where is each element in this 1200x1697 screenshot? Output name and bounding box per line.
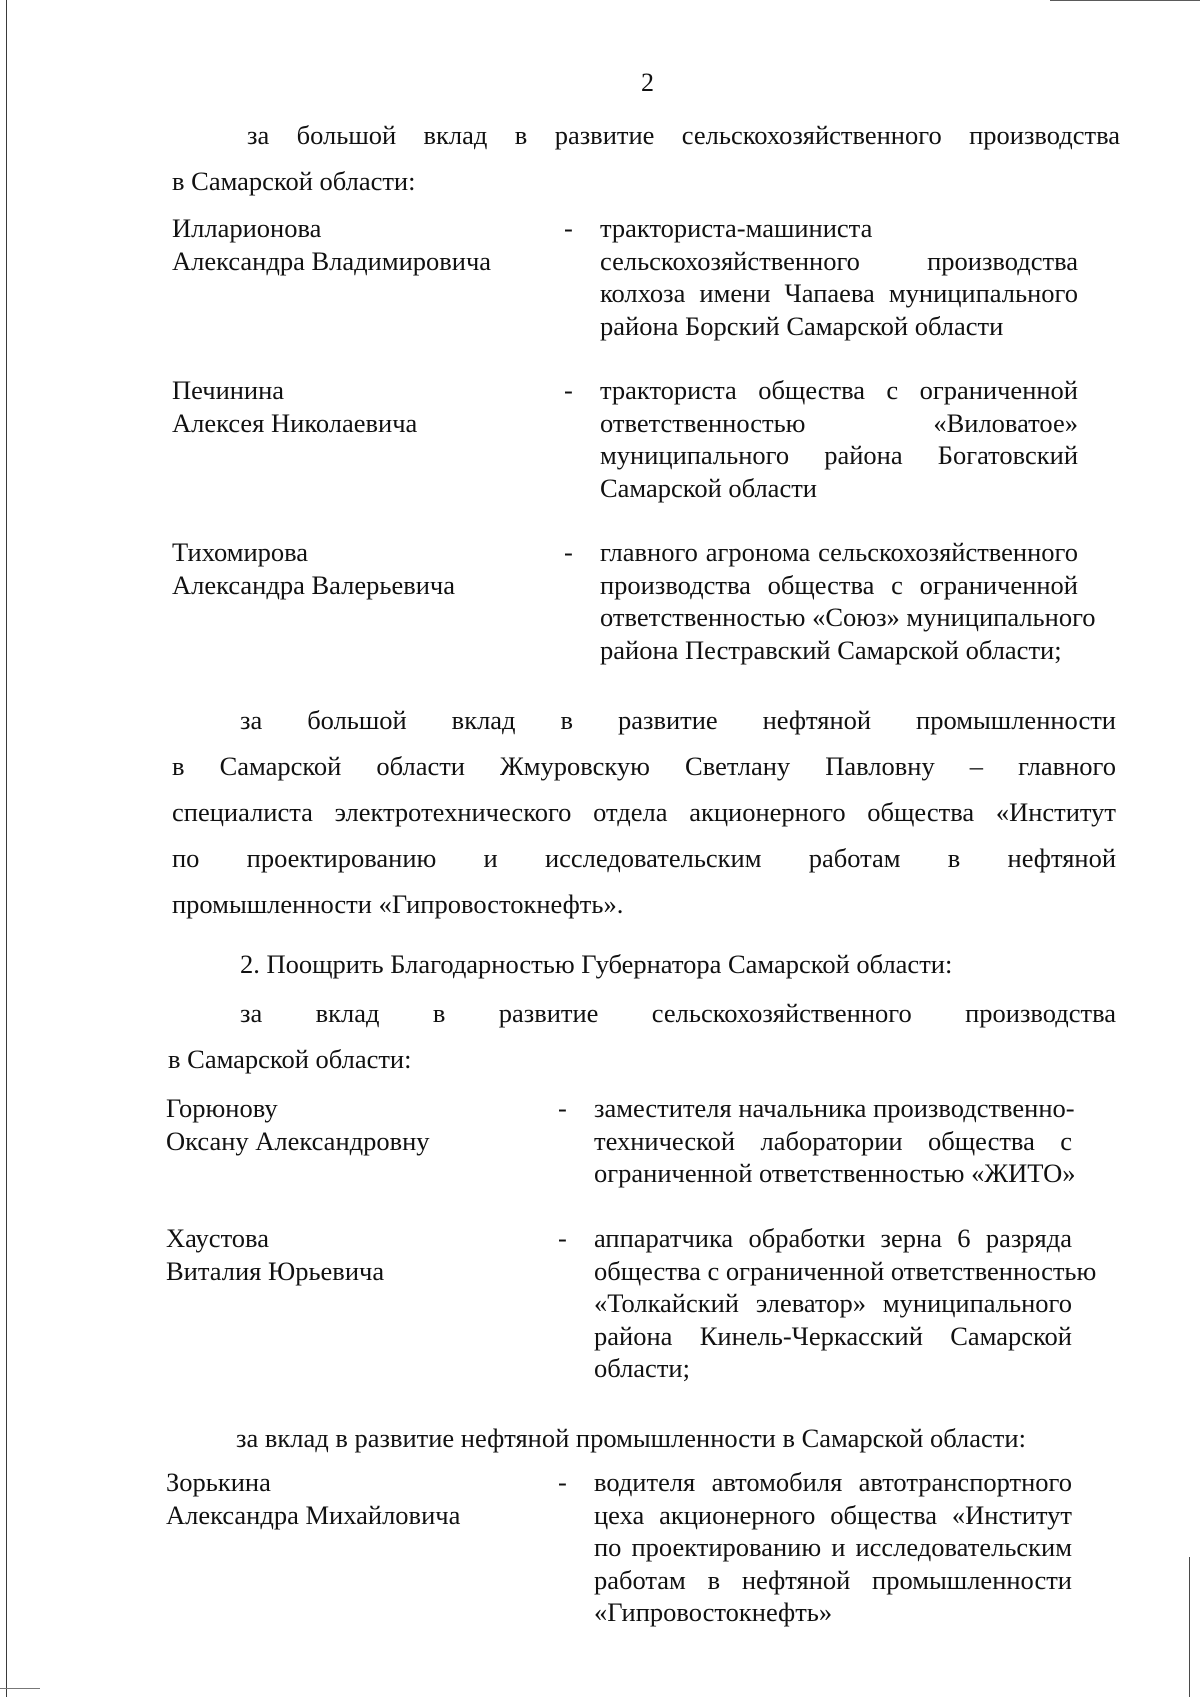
entry-dash: - (558, 1223, 567, 1253)
awardee-name (166, 1466, 526, 1531)
awardee-given-name: Александра Валерьевича (172, 569, 456, 600)
paragraph-line: за большой вклад в развитие нефтяной промышленности (240, 705, 1116, 735)
description-line: Самарской области (600, 472, 817, 503)
paragraph-line: промышленности «Гипровостокнефть». (172, 889, 624, 919)
awardee-description (600, 212, 1078, 342)
description-line: производства общества с ограниченной (600, 569, 1078, 600)
scan-edge-bottom (0, 1688, 40, 1689)
awardee-name (166, 1092, 526, 1157)
description-line: общества с ограниченной ответственностью (594, 1255, 1097, 1286)
awardee-name (172, 536, 532, 601)
description-line: сельскохозяйственного производства (600, 245, 1078, 276)
entry-dash: - (558, 1467, 567, 1497)
paragraph-line: в Самарской области: (168, 1044, 412, 1074)
awardee-name (166, 1222, 526, 1287)
scan-edge-top (1050, 0, 1200, 1)
description-line: по проектированию и исследовательским (594, 1532, 1072, 1562)
awardee-given-name: Алексея Николаевича (172, 407, 418, 438)
description-line: водителя автомобиля автотранспортного (594, 1467, 1072, 1497)
entry-dash: - (558, 1093, 567, 1123)
description-line: заместителя начальника производственно- (594, 1093, 1075, 1123)
description-line: технической лаборатории общества с (594, 1125, 1072, 1156)
entry-dash: - (564, 375, 573, 405)
awardee-description (594, 1092, 1076, 1190)
paragraph-line: специалиста электротехнического отдела акционерного общества «Институт (172, 797, 1116, 827)
description-line: работам в нефтяной промышленности (594, 1564, 1072, 1595)
scan-edge-left (6, 0, 7, 1697)
description-line: тракториста-машиниста (600, 213, 873, 243)
paragraph-line: по проектированию и исследовательским работам в нефтяной (172, 843, 1116, 873)
awardee-name (172, 212, 532, 277)
awardee-surname: Горюнову (166, 1093, 278, 1123)
scan-edge-right (1189, 1557, 1190, 1697)
awardee-description (594, 1466, 1072, 1629)
description-line: ответственностью «Виловатое» (600, 407, 1078, 438)
description-line: тракториста общества с ограниченной (600, 375, 1078, 405)
awardee-surname: Печинина (172, 375, 285, 405)
description-line: ограниченной ответственностью «ЖИТО» (594, 1158, 1076, 1188)
awardee-surname: Хаустова (166, 1223, 269, 1253)
awardee-surname: Илларионова (172, 213, 322, 243)
intro-agri-paragraph (172, 112, 1120, 204)
paragraph-line: за вклад в развитие нефтяной промышленности в Самарской области: (236, 1423, 1026, 1453)
awardee-name (172, 374, 532, 439)
description-line: колхоза имени Чапаева муниципального (600, 278, 1078, 308)
description-line: муниципального района Богатовский (600, 440, 1078, 470)
awardee-surname: Зорькина (166, 1467, 271, 1497)
entry-dash: - (564, 213, 573, 243)
description-line: «Толкайский элеватор» муниципального (594, 1288, 1072, 1318)
entry-dash: - (564, 537, 573, 567)
awardee-surname: Тихомирова (172, 537, 309, 567)
awardee-given-name: Виталия Юрьевича (166, 1255, 385, 1286)
description-line: цеха акционерного общества «Институт (594, 1499, 1072, 1530)
paragraph-line: за большой вклад в развитие сельскохозяйственного производства (247, 120, 1120, 150)
page-number: 2 (641, 68, 654, 97)
description-line: «Гипровостокнефть» (594, 1597, 833, 1627)
awardee-given-name: Александра Владимировича (172, 245, 492, 276)
awardee-description (600, 536, 1096, 666)
paragraph-line: в Самарской области Жмуровскую Светлану Павловну – главного (172, 751, 1116, 781)
description-line: района Кинель-Черкасский Самарской (594, 1320, 1072, 1351)
awardee-given-name: Оксану Александровну (166, 1125, 430, 1156)
oil-award-paragraph (172, 697, 1116, 927)
paragraph-line: за вклад в развитие сельскохозяйственного производства (240, 998, 1116, 1028)
oil-intro-2 (236, 1415, 1116, 1461)
awardee-given-name: Александра Михайловича (166, 1499, 461, 1530)
section-2-intro (168, 990, 1116, 1082)
description-line: главного агронома сельскохозяйственного (600, 537, 1078, 567)
section-heading-text: 2. Поощрить Благодарностью Губернатора Самарской области: (240, 949, 953, 979)
section-2-heading (240, 941, 1120, 987)
paragraph-line: в Самарской области: (172, 166, 416, 196)
description-line: района Пестравский Самарской области; (600, 634, 1062, 665)
description-line: района Борский Самарской области (600, 310, 1004, 341)
description-line: аппаратчика обработки зерна 6 разряда (594, 1223, 1072, 1253)
awardee-description (594, 1222, 1097, 1385)
description-line: области; (594, 1353, 690, 1383)
awardee-description (600, 374, 1078, 504)
description-line: ответственностью «Союз» муниципального (600, 602, 1096, 632)
